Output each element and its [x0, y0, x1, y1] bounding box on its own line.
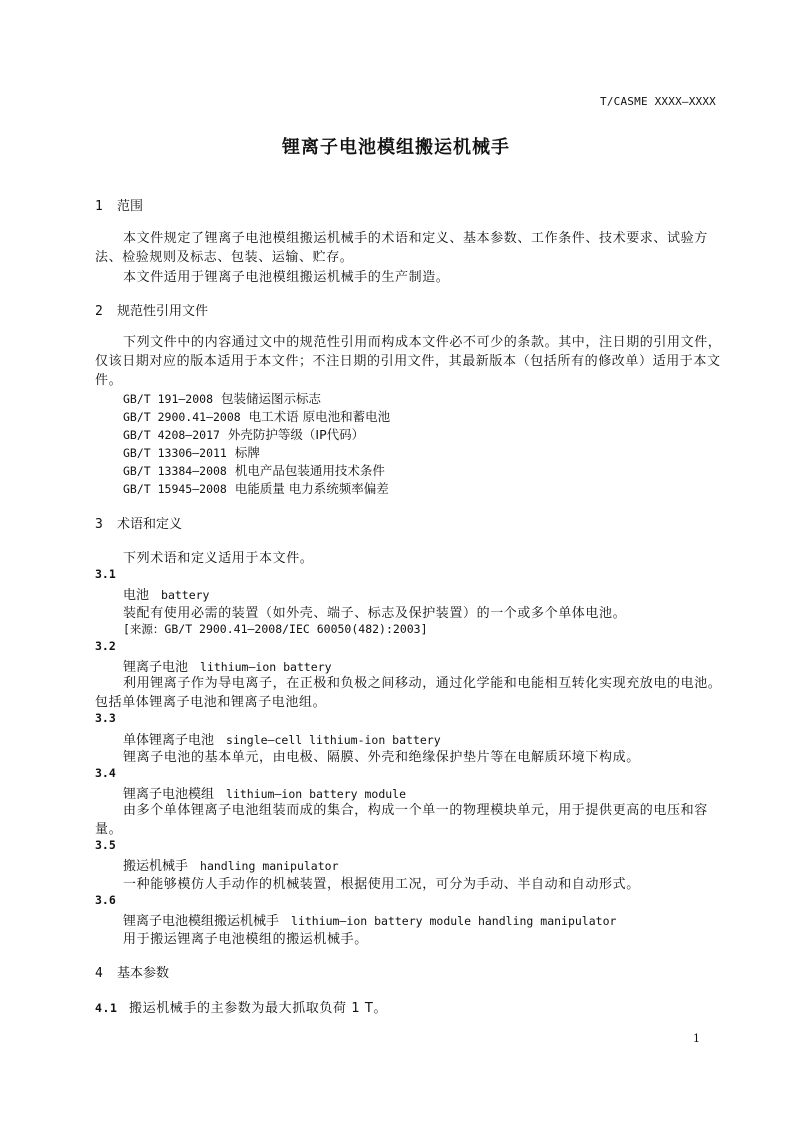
term-en: lithium—ion battery module handling manipulator: [291, 914, 617, 928]
reference-item: [123, 389, 321, 407]
term-en: handling manipulator: [200, 859, 339, 873]
page-number: 1: [693, 1032, 700, 1045]
term-en: battery: [161, 588, 210, 602]
term-definition: 一种能够模仿人手动作的机械装置，根据使用工况，可分为手动、半自动和自动形式。: [123, 877, 640, 892]
terms-intro: 下列术语和定义适用于本文件。: [123, 551, 314, 566]
reference-code: GB/T 4208—2017: [123, 428, 220, 442]
reference-item: [123, 425, 364, 443]
reference-name: 电能质量 电力系统频率偏差: [234, 481, 389, 496]
term-definition: 由多个单体锂离子电池组装而成的集合，构成一个单一的物理模块单元，用于提供更高的电压和容量。: [95, 803, 708, 837]
term-heading: [123, 584, 209, 603]
section-number: 2: [95, 304, 103, 319]
section-4-heading: [95, 962, 169, 981]
term-zh: 锂离子电池模组: [123, 787, 215, 802]
standard-code: T/CASME XXXX—XXXX: [600, 95, 716, 108]
clause-number: 4.1: [95, 1001, 118, 1015]
reference-item: [123, 407, 390, 425]
reference-code: GB/T 13384—2008: [123, 464, 227, 478]
term-number: 3.1: [95, 567, 116, 581]
section-number: 1: [95, 199, 103, 214]
reference-name: 外壳防护等级（IP代码）: [227, 427, 365, 442]
section-title: 范围: [117, 199, 144, 214]
term-definition: 用于搬运锂离子电池模组的搬运机械手。: [123, 932, 368, 947]
term-heading: [123, 656, 332, 675]
reference-code: GB/T 2900.41—2008: [123, 410, 241, 424]
section-1-heading: [95, 195, 143, 214]
scope-paragraph-2: 本文件适用于锂离子电池模组搬运机械手的生产制造。: [123, 270, 450, 285]
term-definition: 利用锂离子作为导电离子，在正极和负极之间移动，通过化学能和电能相互转化实现充放电的电池。包括单体锂离子电池和锂离子电池组。: [95, 676, 722, 710]
term-number: 3.3: [95, 711, 116, 725]
term-number: 3.4: [95, 766, 116, 780]
term-en: lithium—ion battery: [200, 660, 332, 674]
term-en: lithium—ion battery module: [226, 787, 407, 801]
clause-4-1: [95, 997, 387, 1016]
section-title: 术语和定义: [117, 517, 183, 532]
term-number: 3.5: [95, 838, 116, 852]
clause-text: 搬运机械手的主参数为最大抓取负荷 1 T。: [129, 1001, 388, 1016]
term-heading: [123, 783, 406, 802]
reference-name: 标牌: [234, 445, 260, 460]
section-2-heading: [95, 300, 208, 319]
section-number: 4: [95, 966, 103, 981]
reference-name: 电工术语 原电池和蓄电池: [248, 409, 391, 424]
term-heading: [123, 855, 339, 874]
section-title: 规范性引用文件: [117, 304, 209, 319]
term-zh: 单体锂离子电池: [123, 733, 215, 748]
term-zh: 锂离子电池: [123, 660, 189, 675]
reference-item: [123, 461, 385, 479]
term-zh: 搬运机械手: [123, 859, 189, 874]
term-source: [来源：GB/T 2900.41—2008/IEC 60050(482):2003]: [123, 622, 428, 636]
reference-code: GB/T 13306—2011: [123, 446, 227, 460]
reference-item: [123, 479, 389, 497]
reference-name: 包装储运图示标志: [220, 391, 321, 406]
references-intro: 下列文件中的内容通过文中的规范性引用而构成本文件必不可少的条款。其中，注日期的引用文件，仅该日期对应的版本适用于本文件；不注日期的引用文件，其最新版本（包括所有的修改单）适用于本文件。: [95, 335, 722, 388]
term-definition: 装配有使用必需的装置（如外壳、端子、标志及保护装置）的一个或多个单体电池。: [123, 606, 627, 621]
section-number: 3: [95, 517, 103, 532]
section-3-heading: [95, 513, 182, 532]
term-definition: 锂离子电池的基本单元，由电极、隔膜、外壳和绝缘保护垫片等在电解质环境下构成。: [123, 750, 640, 765]
section-title: 基本参数: [117, 966, 170, 981]
term-en: single—cell lithium-ion battery: [226, 733, 441, 747]
reference-name: 机电产品包装通用技术条件: [234, 463, 385, 478]
reference-code: GB/T 15945—2008: [123, 482, 227, 496]
reference-item: [123, 443, 260, 461]
reference-code: GB/T 191—2008: [123, 392, 214, 406]
term-number: 3.6: [95, 893, 116, 907]
term-number: 3.2: [95, 639, 116, 653]
scope-paragraph-1: 本文件规定了锂离子电池模组搬运机械手的术语和定义、基本参数、工作条件、技术要求、试验方法、检验规则及标志、包装、运输、贮存。: [95, 231, 708, 265]
term-zh: 电池: [123, 588, 150, 603]
term-zh: 锂离子电池模组搬运机械手: [123, 914, 280, 929]
document-title: 锂离子电池模组搬运机械手: [282, 137, 510, 158]
term-heading: [123, 910, 616, 929]
